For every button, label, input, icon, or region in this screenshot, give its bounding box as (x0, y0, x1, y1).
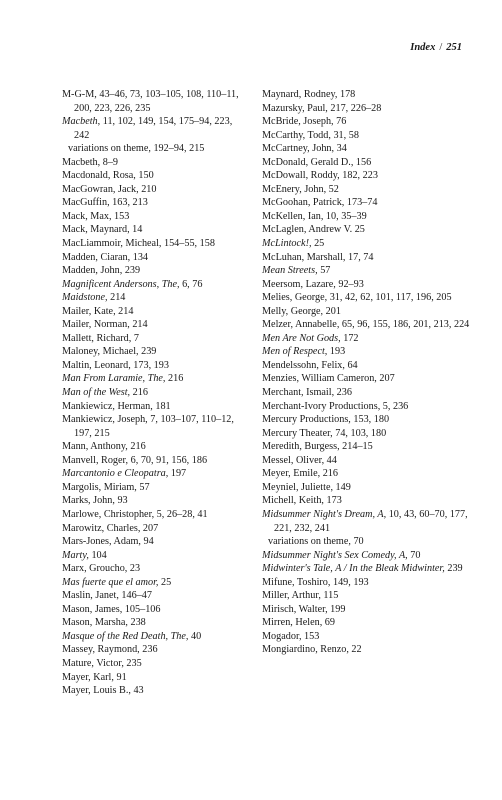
index-entry: Mayer, Louis B., 43 (62, 685, 144, 697)
index-entry: Masque of the Red Death, The, 40 (62, 630, 202, 642)
index-entry: Manvell, Roger, 6, 70, 91, 156, 186 (62, 454, 208, 466)
index-entry: MacLiammoir, Micheal, 154–55, 158 (62, 238, 215, 250)
index-entry: Mas fuerte que el amor, 25 (62, 576, 172, 588)
index-entry: Midsummer Night's Dream, A, 10, 43, 60–70, 177, 221, 232, 241 (262, 508, 468, 534)
index-entry: Mazursky, Paul, 217, 226–28 (262, 102, 382, 114)
index-entry: Meersom, Lazare, 92–93 (262, 278, 364, 290)
index-entry: Madden, John, 239 (62, 265, 141, 277)
index-entry: Midsummer Night's Sex Comedy, A, 70 (262, 549, 421, 561)
index-entry: Mallett, Richard, 7 (62, 332, 139, 344)
index-entry: McLintock!, 25 (262, 238, 325, 250)
index-entry: Mankiewicz, Herman, 181 (62, 400, 171, 412)
index-entry: Marlowe, Christopher, 5, 26–28, 41 (62, 508, 208, 520)
index-entry: Menzies, William Cameron, 207 (262, 373, 395, 385)
index-entry: Margolis, Miriam, 57 (62, 481, 150, 493)
index-entry: M-G-M, 43–46, 73, 103–105, 108, 110–11, 200, 223, 226, 235 (62, 89, 239, 114)
index-entry: Maidstone, 214 (62, 292, 126, 304)
index-entry: McLaglen, Andrew V. 25 (262, 224, 365, 236)
index-entry: Marks, John, 93 (62, 495, 128, 507)
index-entry: Men Are Not Gods, 172 (262, 332, 359, 344)
index-entry: Mongiardino, Renzo, 22 (262, 644, 362, 656)
index-subentry: variations on theme, 192–94, 215 (68, 143, 205, 155)
index-entry: Marowitz, Charles, 207 (62, 522, 159, 534)
index-entry: McDowall, Roddy, 182, 223 (262, 170, 378, 182)
index-entry: McCarthy, Todd, 31, 58 (262, 129, 359, 141)
index-entry: Mars-Jones, Adam, 94 (62, 536, 154, 548)
index-entry: Man of the West, 216 (62, 387, 148, 399)
index-entry: Mogador, 153 (262, 630, 320, 642)
index-entry: Michell, Keith, 173 (262, 495, 342, 507)
index-entry: Mack, Maynard, 14 (62, 224, 143, 236)
index-entry: McLuhan, Marshall, 17, 74 (262, 251, 374, 263)
index-entry: Magnificent Andersons, The, 6, 76 (62, 278, 203, 290)
index-entry: Midwinter's Tale, A / In the Bleak Midwinter, 239 (262, 563, 463, 575)
page-number: 251 (446, 42, 462, 53)
index-entry: Mercury Theater, 74, 103, 180 (262, 427, 387, 439)
index-entry: Marx, Groucho, 23 (62, 563, 141, 575)
index-entry: Merchant-Ivory Productions, 5, 236 (262, 400, 409, 412)
index-entry: McGoohan, Patrick, 173–74 (262, 197, 378, 209)
index-entry: Mason, James, 105–106 (62, 603, 161, 615)
index-entry: Melly, George, 201 (262, 305, 341, 317)
index-entry: Marcantonio e Cleopatra, 197 (62, 468, 187, 480)
index-entry: McDonald, Gerald D., 156 (262, 156, 372, 168)
index-entry: Melzer, Annabelle, 65, 96, 155, 186, 201, 213, 224 (262, 319, 470, 331)
index-column-left (62, 88, 248, 698)
index-entry: Mankiewicz, Joseph, 7, 103–107, 110–12, 197, 215 (62, 414, 234, 439)
index-entry: Maslin, Janet, 146–47 (62, 590, 152, 602)
index-entry: Mailer, Norman, 214 (62, 319, 148, 331)
index-entry: Meyer, Emile, 216 (262, 468, 338, 480)
index-entry: Miller, Arthur, 115 (262, 590, 339, 602)
index-entry: McCartney, John, 34 (262, 143, 347, 155)
index-entry: Messel, Oliver, 44 (262, 454, 337, 466)
index-entry: Mayer, Karl, 91 (62, 671, 127, 683)
index-entry: McKellen, Ian, 10, 35–39 (262, 210, 367, 222)
index-entry: Meredith, Burgess, 214–15 (262, 441, 373, 453)
index-entry: Mature, Victor, 235 (62, 657, 142, 669)
index-entry: Macdonald, Rosa, 150 (62, 170, 154, 182)
index-entry: Massey, Raymond, 236 (62, 644, 158, 656)
index-entry: Mifune, Toshiro, 149, 193 (262, 576, 369, 588)
running-header (410, 42, 462, 53)
index-entry: Meyniel, Juliette, 149 (262, 481, 351, 493)
index-entry: Mirisch, Walter, 199 (262, 603, 346, 615)
index-subentry: variations on theme, 70 (268, 536, 364, 548)
index-entry: Mercury Productions, 153, 180 (262, 414, 390, 426)
index-entry: MacGowran, Jack, 210 (62, 183, 157, 195)
index-entry: MacGuffin, 163, 213 (62, 197, 148, 209)
index-entry: Mason, Marsha, 238 (62, 617, 146, 629)
index-entry: Mann, Anthony, 216 (62, 441, 146, 453)
index-entry: Maynard, Rodney, 178 (262, 89, 356, 100)
index-entry: Maloney, Michael, 239 (62, 346, 157, 358)
index-column-right (262, 88, 472, 657)
header-separator: / (439, 42, 443, 53)
index-entry: McEnery, John, 52 (262, 183, 339, 195)
index-entry: Macbeth, 8–9 (62, 156, 119, 168)
index-entry: Merchant, Ismail, 236 (262, 387, 352, 399)
index-entry: Man From Laramie, The, 216 (62, 373, 184, 385)
index-entry: McBride, Joseph, 76 (262, 116, 347, 128)
index-entry: Macbeth, 11, 102, 149, 154, 175–94, 223, 242 (62, 116, 233, 141)
index-entry: Madden, Ciaran, 134 (62, 251, 149, 263)
index-entry: Mailer, Kate, 214 (62, 305, 134, 317)
header-label: Index (410, 42, 436, 53)
index-entry: Marty, 104 (62, 549, 107, 561)
index-entry: Mendelssohn, Felix, 64 (262, 359, 358, 371)
index-entry: Mack, Max, 153 (62, 210, 130, 222)
index-entry: Melies, George, 31, 42, 62, 101, 117, 196, 205 (262, 292, 452, 304)
index-entry: Mirren, Helen, 69 (262, 617, 335, 629)
index-entry: Men of Respect, 193 (262, 346, 346, 358)
index-entry: Maltin, Leonard, 173, 193 (62, 359, 169, 371)
index-entry: Mean Streets, 57 (262, 265, 331, 277)
